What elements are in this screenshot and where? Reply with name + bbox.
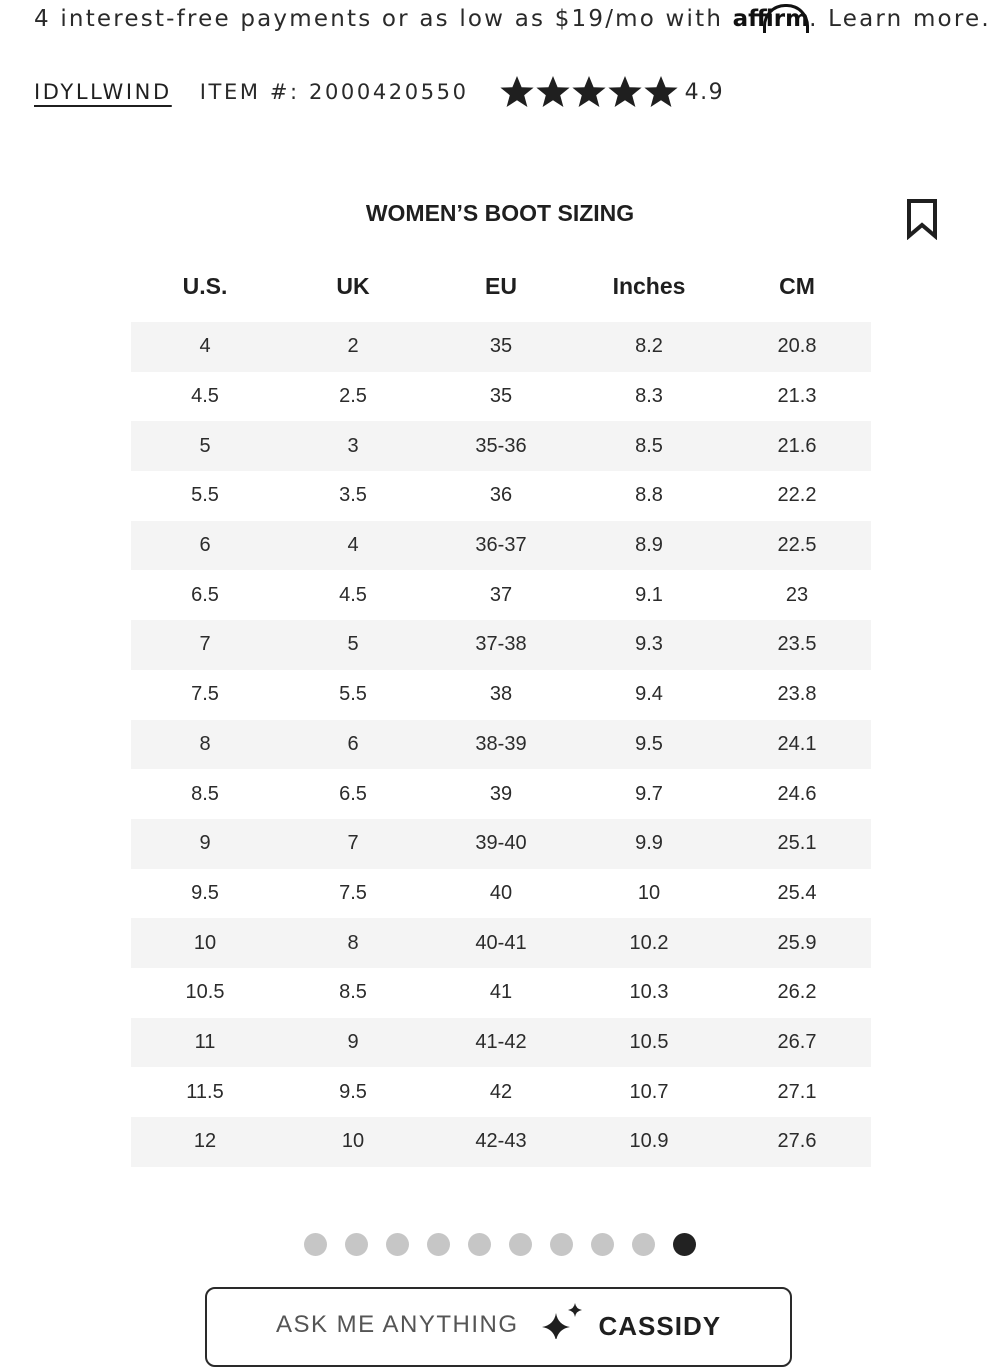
table-cell: 42 [489,1080,513,1103]
table-cell: 37 [489,583,513,606]
brand-link[interactable]: IDYLLWIND [34,80,172,104]
table-row [131,620,871,670]
table-cell: 23 [785,583,809,606]
table-cell: 9.3 [575,620,723,670]
carousel-dot[interactable] [304,1233,327,1256]
table-cell: 35 [427,322,575,372]
star-icon [643,74,679,110]
star-icon [607,74,643,110]
table-cell: 5.5 [191,484,219,507]
ask-prompt: ASK ME ANYTHING [275,1311,519,1338]
table-cell: 8.3 [635,385,663,408]
affirm-logo: affirm [732,6,810,32]
table-cell: 4.5 [191,385,219,408]
table-cell: 22.2 [777,484,817,507]
table-cell: 9.1 [635,583,663,606]
carousel-dot[interactable] [427,1233,450,1256]
table-cell: 9.4 [635,683,663,706]
star-icon [571,74,607,110]
rating-value: 4.9 [684,79,725,105]
table-cell: 10 [637,881,661,904]
table-cell: 39-40 [427,819,575,869]
table-cell: 10.5 [575,1018,723,1068]
table-row [131,918,871,968]
assistant-name: CASSIDY [598,1311,722,1341]
table-cell: 6 [131,521,279,571]
table-cell: 39 [489,782,513,805]
table-cell: 26.2 [777,981,817,1004]
carousel-dot[interactable] [386,1233,409,1256]
table-cell: 4 [131,322,279,372]
carousel-dot[interactable] [509,1233,532,1256]
table-cell: 11 [131,1018,279,1068]
table-cell: 6.5 [191,583,219,606]
table-row [131,322,871,372]
table-cell: 5 [131,421,279,471]
table-cell: 8.8 [635,484,663,507]
table-cell: 9.9 [575,819,723,869]
carousel-dot[interactable] [673,1233,696,1256]
table-row [131,819,871,869]
table-cell: 10 [279,1117,427,1167]
size-chart-table [131,262,871,1167]
table-cell: 10.9 [575,1117,723,1167]
table-cell: 26.7 [723,1018,871,1068]
table-cell: 2 [279,322,427,372]
table-cell: 40-41 [427,918,575,968]
carousel-dots [0,1233,1000,1256]
table-cell: 41-42 [427,1018,575,1068]
affirm-suffix: . [809,6,819,32]
table-cell: 6.5 [339,782,367,805]
table-cell: 21.3 [777,385,817,408]
table-cell: 8.5 [191,782,219,805]
table-cell: 35-36 [427,421,575,471]
table-cell: 20.8 [723,322,871,372]
sparkle-icon [540,1303,586,1339]
table-cell: 7 [131,620,279,670]
item-number: ITEM #: 2000420550 [199,80,469,104]
carousel-dot[interactable] [550,1233,573,1256]
product-meta [34,70,724,114]
table-row [131,570,871,620]
table-row [131,372,871,422]
carousel-dot[interactable] [591,1233,614,1256]
table-cell: 25.1 [723,819,871,869]
table-cell: 36-37 [427,521,575,571]
table-row [131,769,871,819]
column-header: CM [779,272,815,299]
table-cell: 6 [279,720,427,770]
table-cell: 24.1 [723,720,871,770]
table-cell: 8 [279,918,427,968]
table-cell: 25.4 [777,881,817,904]
table-cell: 10.5 [185,981,225,1004]
table-cell: 38-39 [427,720,575,770]
table-cell: 37-38 [427,620,575,670]
table-cell: 9 [131,819,279,869]
table-cell: 35 [489,385,513,408]
affirm-promo [34,2,991,36]
table-cell: 38 [489,683,513,706]
table-row [131,1117,871,1167]
star-icon [535,74,571,110]
table-cell: 23.8 [777,683,817,706]
table-cell: 3.5 [339,484,367,507]
table-cell: 8.5 [575,421,723,471]
carousel-dot[interactable] [632,1233,655,1256]
size-chart-header-row [131,262,871,310]
table-row [131,869,871,919]
table-cell: 8 [131,720,279,770]
table-row [131,521,871,571]
table-row [131,720,871,770]
table-cell: 8.5 [339,981,367,1004]
table-cell: 2.5 [339,385,367,408]
table-cell: 7.5 [191,683,219,706]
table-cell: 8.2 [575,322,723,372]
column-header: EU [485,272,517,299]
table-cell: 12 [131,1117,279,1167]
table-cell: 9 [279,1018,427,1068]
table-cell: 9.5 [339,1080,367,1103]
table-row [131,421,871,471]
table-cell: 10.2 [575,918,723,968]
column-header: Inches [612,272,686,299]
table-row [131,1067,871,1117]
table-cell: 7.5 [339,881,367,904]
column-header: U.S. [182,272,228,299]
column-header: UK [336,272,370,299]
table-cell: 4 [279,521,427,571]
table-cell: 42-43 [427,1117,575,1167]
table-cell: 36 [489,484,513,507]
table-cell: 9.7 [635,782,663,805]
table-cell: 27.1 [777,1080,817,1103]
size-chart-title: WOMEN’S BOOT SIZING [365,200,635,226]
table-cell: 5 [279,620,427,670]
table-cell: 7 [279,819,427,869]
table-cell: 8.9 [575,521,723,571]
learn-more-link[interactable]: Learn more. [828,6,991,32]
star-rating[interactable] [499,74,679,110]
carousel-dot[interactable] [345,1233,368,1256]
star-icon [499,74,535,110]
table-cell: 21.6 [723,421,871,471]
table-cell: 3 [279,421,427,471]
table-row [131,670,871,720]
table-cell: 23.5 [723,620,871,670]
table-cell: 5.5 [339,683,367,706]
table-cell: 10.7 [629,1080,669,1103]
affirm-promo-text: 4 interest-free payments or as low as $19/mo with [34,6,724,32]
table-cell: 41 [489,981,513,1004]
table-cell: 24.6 [777,782,817,805]
table-cell: 25.9 [723,918,871,968]
ask-assistant-button[interactable] [205,1287,792,1367]
table-row [131,471,871,521]
table-cell: 27.6 [723,1117,871,1167]
table-cell: 11.5 [186,1080,224,1103]
table-cell: 22.5 [723,521,871,571]
table-cell: 40 [489,881,513,904]
bookmark-icon[interactable] [904,198,940,240]
carousel-dot[interactable] [468,1233,491,1256]
table-cell: 9.5 [575,720,723,770]
table-cell: 10 [131,918,279,968]
table-cell: 10.3 [629,981,669,1004]
table-cell: 9.5 [191,881,219,904]
table-row [131,1018,871,1068]
table-cell: 4.5 [339,583,367,606]
table-row [131,968,871,1018]
